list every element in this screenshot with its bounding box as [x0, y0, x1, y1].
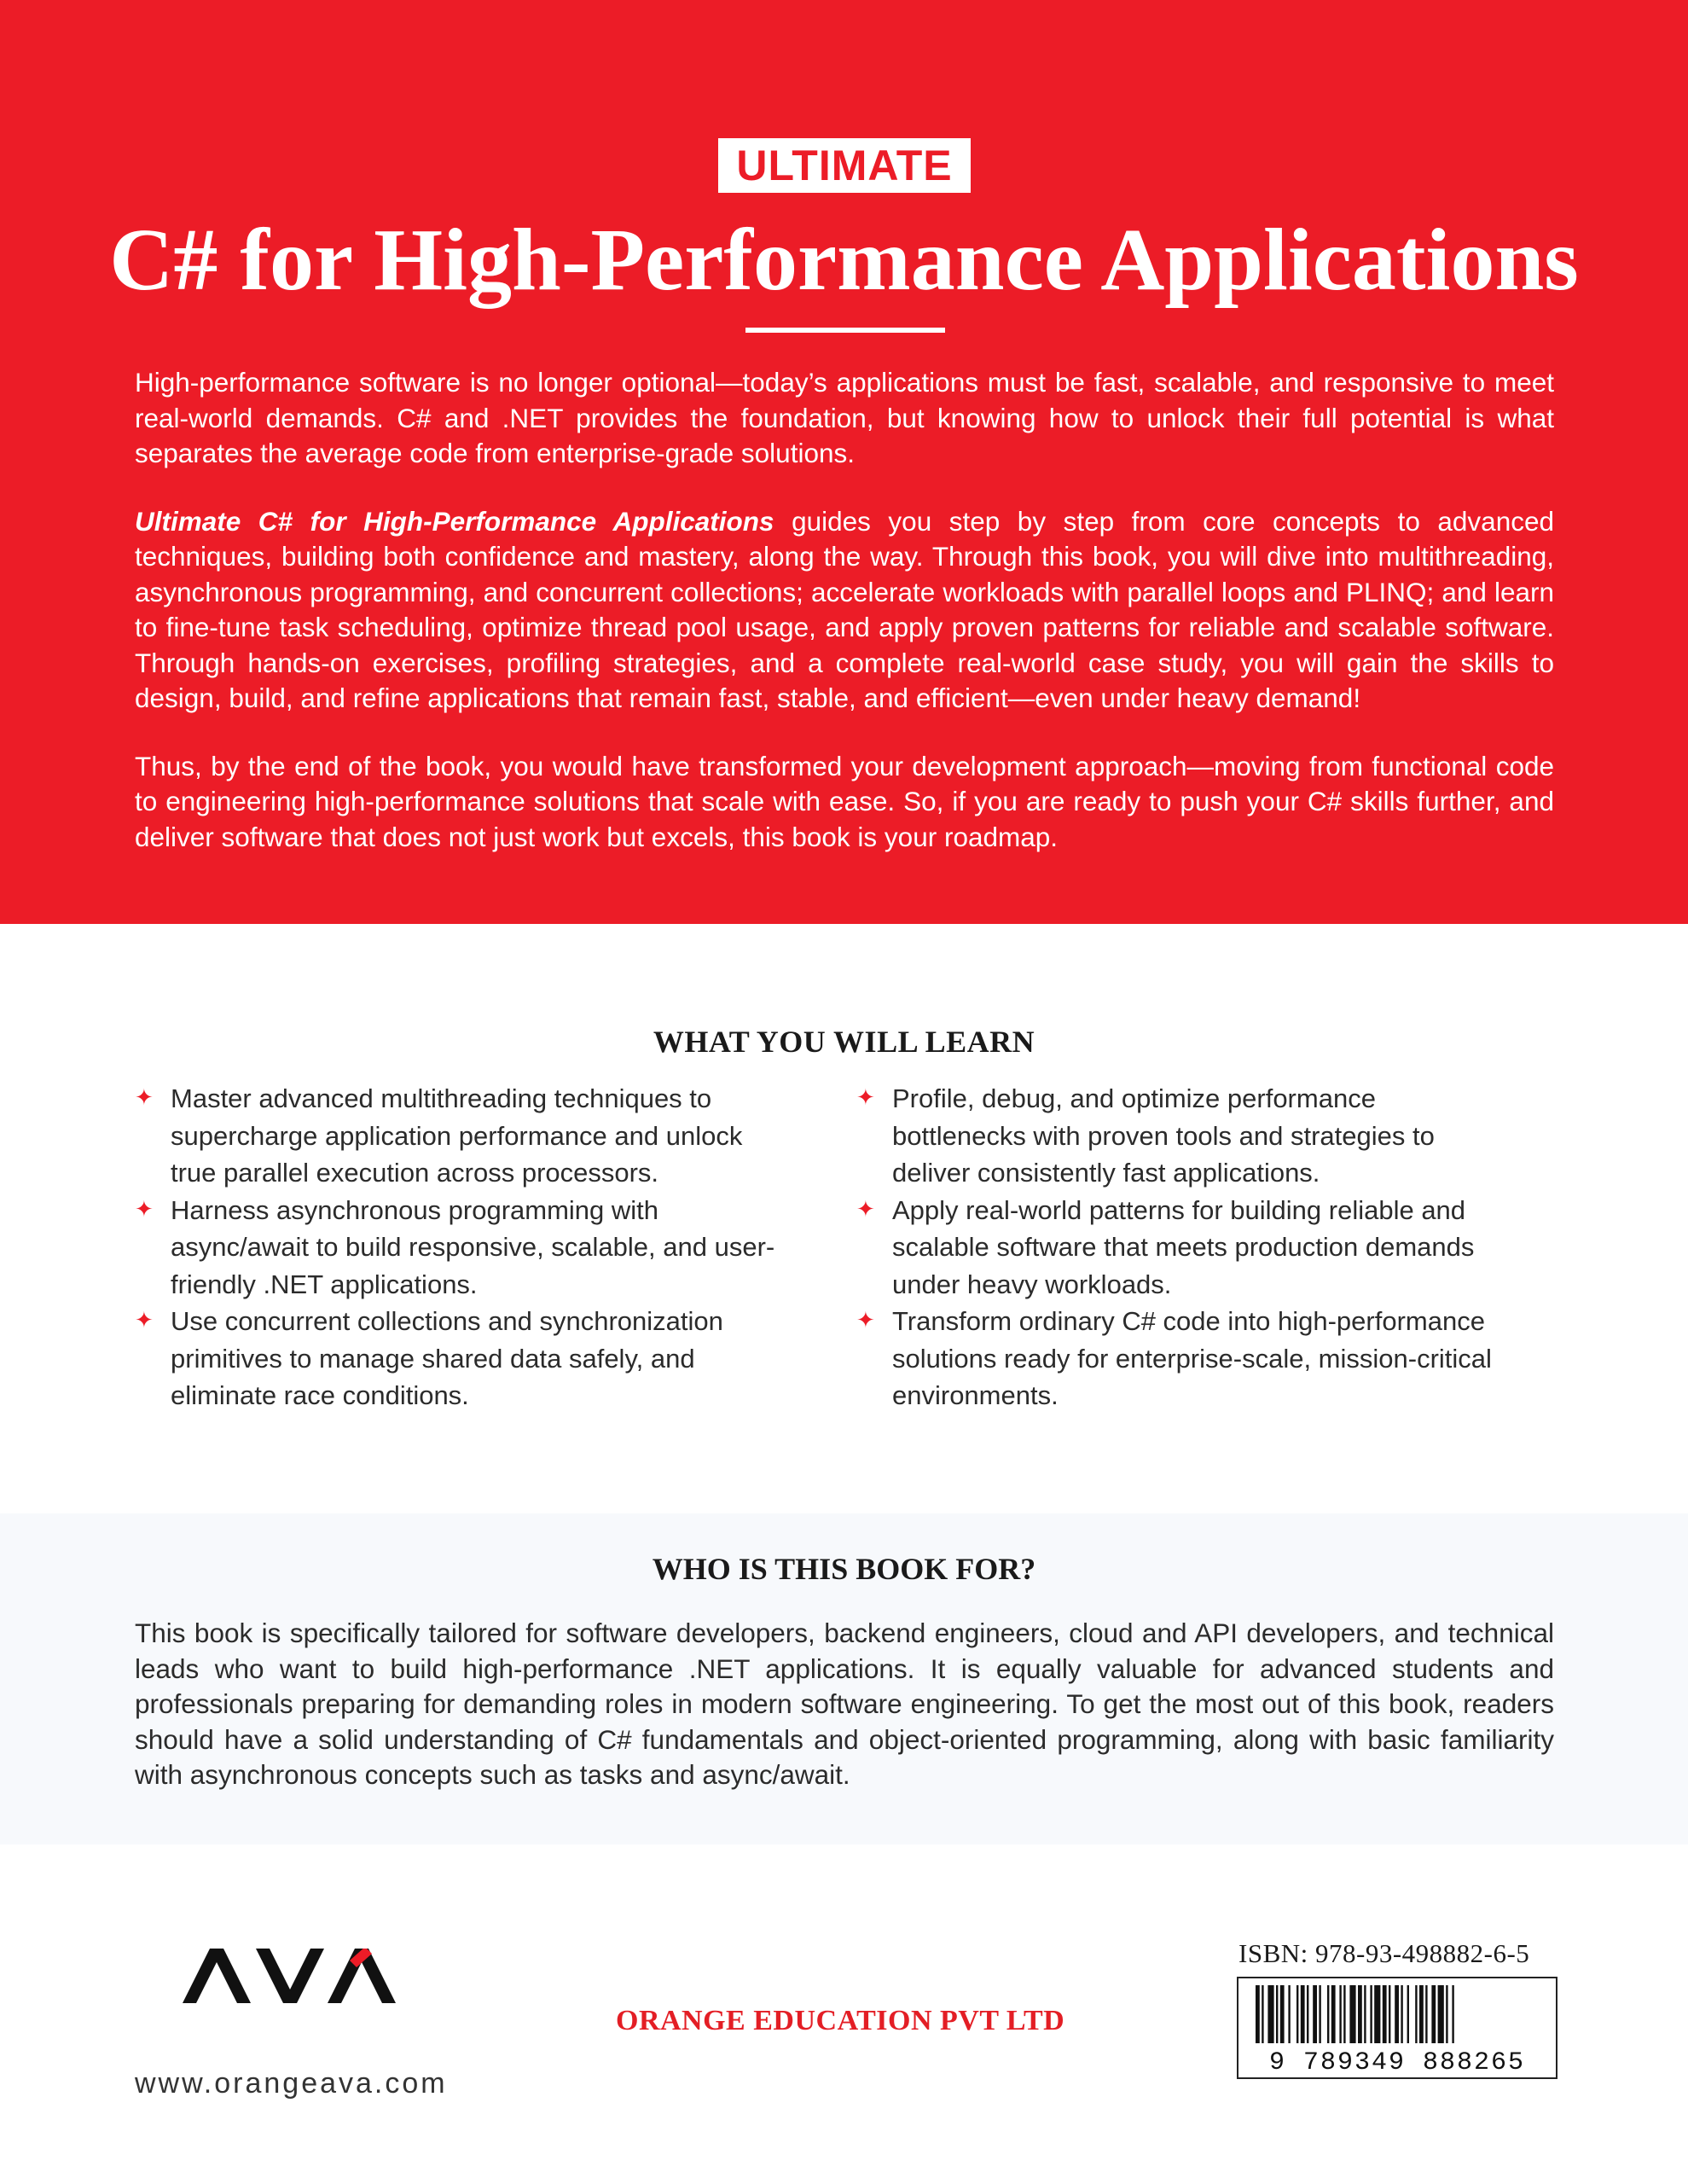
barcode-bar — [1452, 1985, 1453, 2043]
title-divider — [745, 328, 945, 333]
barcode — [1237, 1977, 1557, 2079]
isbn-number: ISBN: 978-93-498882-6-5 — [1238, 1938, 1530, 1968]
barcode-bar — [1446, 1985, 1447, 2043]
barcode-bar — [1401, 1985, 1402, 2043]
learn-list-left — [135, 1080, 783, 1414]
barcode-bar — [1349, 1985, 1355, 2043]
barcode-bar — [1339, 1985, 1341, 2043]
audience-text: This book is specifically tailored for software developers, backend engineers, cloud and API developers, and technical leads who want to build high-performance .NET applications. It is equally valuable for advanced students and professionals preparing for demanding roles in modern software engineering. To get the most out of this book, readers should have a solid understanding of C# fundamentals and object-oriented programming, along with basic familiarity with asynchronous concepts such as tasks and async/await. — [135, 1618, 1554, 1790]
website-url: www.orangeava.com — [135, 2067, 448, 2100]
learn-item: ✦ Profile, debug, and optimize performance bottlenecks with proven tools and strategies to deliver consistently fast applications. — [856, 1083, 1435, 1188]
barcode-bar — [1280, 1985, 1285, 2043]
barcode-bar — [1276, 1985, 1278, 2043]
learn-heading: WHAT YOU WILL LEARN — [653, 1025, 1035, 1059]
learn-item: ✦ Transform ordinary C# code into high-performance solutions ready for enterprise-scale, mission-critical environments. — [856, 1306, 1492, 1410]
barcode-bar — [1307, 1985, 1308, 2043]
barcode-bar — [1374, 1985, 1380, 2043]
barcode-bar — [1419, 1985, 1424, 2043]
barcode-bar — [1431, 1985, 1436, 2043]
diamond-bullet-icon: ✦ — [135, 1084, 154, 1110]
learn-item: ✦ Master advanced multithreading techniques to supercharge application performance and unlock true parallel execution across processors. — [135, 1083, 743, 1188]
barcode-bar — [1319, 1985, 1320, 2043]
barcode-bar — [1327, 1985, 1329, 2043]
intro-paragraph-3: Thus, by the end of the book, you would have transformed your development approach—moving from functional code to engineering high-performance solutions that scale with ease. So, if you are ready to push your C# skills further, and deliver software that does not just work but excels, this book is your roadmap. — [135, 750, 1554, 852]
learn-list-right — [856, 1080, 1505, 1414]
barcode-bar — [1331, 1985, 1336, 2043]
barcode-bar — [1425, 1985, 1427, 2043]
diamond-bullet-icon: ✦ — [856, 1195, 875, 1222]
intro-book-title: Ultimate C# for High-Performance Applications — [135, 505, 774, 537]
barcode-bar — [1343, 1985, 1345, 2043]
barcode-bar — [1395, 1985, 1399, 2043]
intro-paragraph-2-text: guides you step by step from core concepts to advanced techniques, building both confidence and mastery, along the way. Through this book, you will dive into multithreading, asynchronous programming, and concurrent collections; accelerate workloads with parallel loops and PLINQ; and learn to fine-tune task scheduling, optimize thread pool usage, and apply proven patterns for reliable and scalable software. Through hands-on exercises, profiling strategies, and a complete real-world case study, you will gain the skills to design, build, and refine applications that remain fast, stable, and efficient—even under heavy demand! — [135, 505, 1554, 713]
diamond-bullet-icon: ✦ — [856, 1084, 875, 1110]
publisher-name: ORANGE EDUCATION PVT LTD — [616, 2005, 1065, 2036]
barcode-bar — [1438, 1985, 1444, 2043]
barcode-bar — [1415, 1985, 1417, 2043]
barcode-bar — [1383, 1985, 1387, 2043]
diamond-bullet-icon: ✦ — [856, 1307, 875, 1333]
barcode-digits: 9 789349 888265 — [1268, 2048, 1526, 2077]
barcode-bar — [1256, 1985, 1260, 2043]
barcode-bar — [1389, 1985, 1390, 2043]
diamond-bullet-icon: ✦ — [135, 1307, 154, 1333]
barcode-bar — [1313, 1985, 1317, 2043]
barcode-bar — [1267, 1985, 1273, 2043]
audience-heading: WHO IS THIS BOOK FOR? — [652, 1552, 1036, 1586]
barcode-bar — [1301, 1985, 1305, 2043]
barcode-bar — [1364, 1985, 1366, 2043]
barcode-bar — [1296, 1985, 1298, 2043]
intro-paragraph-2 — [135, 504, 1554, 717]
top-banner — [0, 0, 1688, 924]
book-title: C# for High-Performance Applications — [109, 211, 1579, 309]
learn-item: ✦ Harness asynchronous programming with async/await to build responsive, scalable, and user-friendly .NET applications. — [135, 1194, 775, 1299]
ultimate-badge: ULTIMATE — [718, 138, 971, 193]
barcode-bar — [1370, 1985, 1372, 2043]
diamond-bullet-icon: ✦ — [135, 1195, 154, 1222]
intro-paragraph-1: High-performance software is no longer optional—today’s applications must be fast, scalable, and responsive to meet real-world demands. C# and .NET provides the foundation, but knowing how to unlock their full potential is what separates the average code from enterprise-grade solutions. — [135, 367, 1554, 468]
barcode-bar — [1262, 1985, 1263, 2043]
intro-text — [135, 365, 1554, 887]
barcode-bar — [1288, 1985, 1290, 2043]
learn-item: ✦ Apply real-world patterns for building reliable and scalable software that meets production demands under heavy workloads. — [856, 1194, 1475, 1299]
barcode-bar — [1407, 1985, 1409, 2043]
ava-logo — [183, 1949, 396, 2003]
audience-panel — [0, 1513, 1688, 1844]
learn-item: ✦ Use concurrent collections and synchronization primitives to manage shared data safely, and eliminate race conditions. — [135, 1306, 723, 1410]
barcode-bar — [1358, 1985, 1362, 2043]
